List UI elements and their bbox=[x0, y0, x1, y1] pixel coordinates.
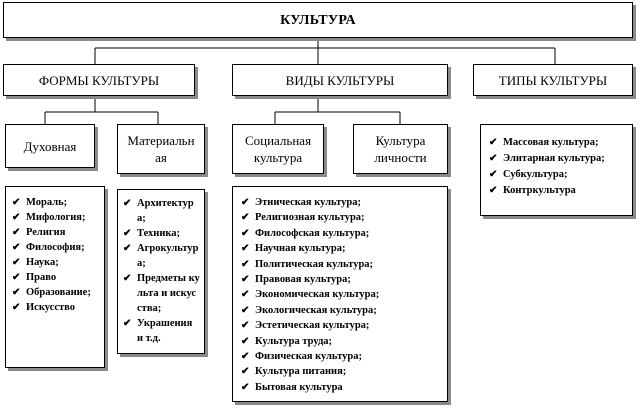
list-item: ✔ Элитарная культура; bbox=[489, 151, 628, 167]
list-item: ✔ Предметы культа и искусства; bbox=[123, 271, 200, 316]
category-forms-label: ФОРМЫ КУЛЬТУРЫ bbox=[38, 72, 160, 88]
list-item: ✔ Массовая культура; bbox=[489, 135, 628, 151]
list-types-box bbox=[480, 124, 633, 216]
list-item: ✔ Техника; bbox=[123, 226, 200, 241]
list-item: ✔ Религия bbox=[12, 225, 100, 240]
sub-social bbox=[232, 124, 324, 174]
list-item: ✔ Культура труда; bbox=[241, 334, 441, 349]
list-item: ✔ Физическая культура; bbox=[241, 349, 441, 364]
list-item: ✔ Мифология; bbox=[12, 210, 100, 225]
list-item: ✔ Культура питания; bbox=[241, 364, 441, 379]
list-item: ✔ Архитектура; bbox=[123, 196, 200, 226]
list-item: ✔ Правовая культура; bbox=[241, 272, 441, 287]
list-spiritual-box bbox=[5, 186, 105, 368]
root-title: КУЛЬТУРА bbox=[280, 12, 356, 28]
sub-spiritual-label: Духовная bbox=[23, 138, 77, 154]
list-material bbox=[123, 196, 200, 346]
list-item: ✔ Контркультура bbox=[489, 183, 628, 199]
list-item: ✔ Экономическая культура; bbox=[241, 287, 441, 302]
sub-personal bbox=[353, 124, 448, 174]
list-types bbox=[489, 135, 628, 199]
list-spiritual bbox=[12, 195, 100, 315]
sub-material bbox=[117, 124, 205, 174]
list-item: ✔ Искусство bbox=[12, 300, 100, 315]
category-types-label: ТИПЫ КУЛЬТУРЫ bbox=[498, 72, 608, 88]
list-kinds-box bbox=[232, 186, 448, 402]
list-material-box bbox=[117, 189, 205, 354]
sub-social-label: Социальная культура bbox=[244, 133, 312, 165]
category-kinds-label: ВИДЫ КУЛЬТУРЫ bbox=[285, 72, 395, 88]
category-types bbox=[473, 64, 633, 96]
list-item: ✔ Эстетическая культура; bbox=[241, 318, 441, 333]
sub-material-label: Материальная bbox=[127, 133, 195, 165]
list-item: ✔ Наука; bbox=[12, 255, 100, 270]
list-item: ✔ Экологическая культура; bbox=[241, 303, 441, 318]
list-kinds bbox=[241, 195, 441, 395]
list-item: ✔ Украшения и т.д. bbox=[123, 316, 200, 346]
list-item: ✔ Образование; bbox=[12, 285, 100, 300]
list-item: ✔ Право bbox=[12, 270, 100, 285]
list-item: ✔ Религиозная культура; bbox=[241, 210, 441, 225]
root-box bbox=[3, 2, 633, 38]
list-item: ✔ Политическая культура; bbox=[241, 257, 441, 272]
list-item: ✔ Агрокультура; bbox=[123, 241, 200, 271]
list-item: ✔ Научная культура; bbox=[241, 241, 441, 256]
category-kinds bbox=[232, 64, 448, 96]
list-item: ✔ Мораль; bbox=[12, 195, 100, 210]
list-item: ✔ Философская культура; bbox=[241, 226, 441, 241]
list-item: ✔ Этническая культура; bbox=[241, 195, 441, 210]
list-item: ✔ Философия; bbox=[12, 240, 100, 255]
sub-personal-label: Культура личности bbox=[374, 133, 427, 165]
list-item: ✔ Субкультура; bbox=[489, 167, 628, 183]
category-forms bbox=[3, 64, 195, 96]
sub-spiritual bbox=[5, 124, 95, 168]
list-item: ✔ Бытовая культура bbox=[241, 380, 441, 395]
